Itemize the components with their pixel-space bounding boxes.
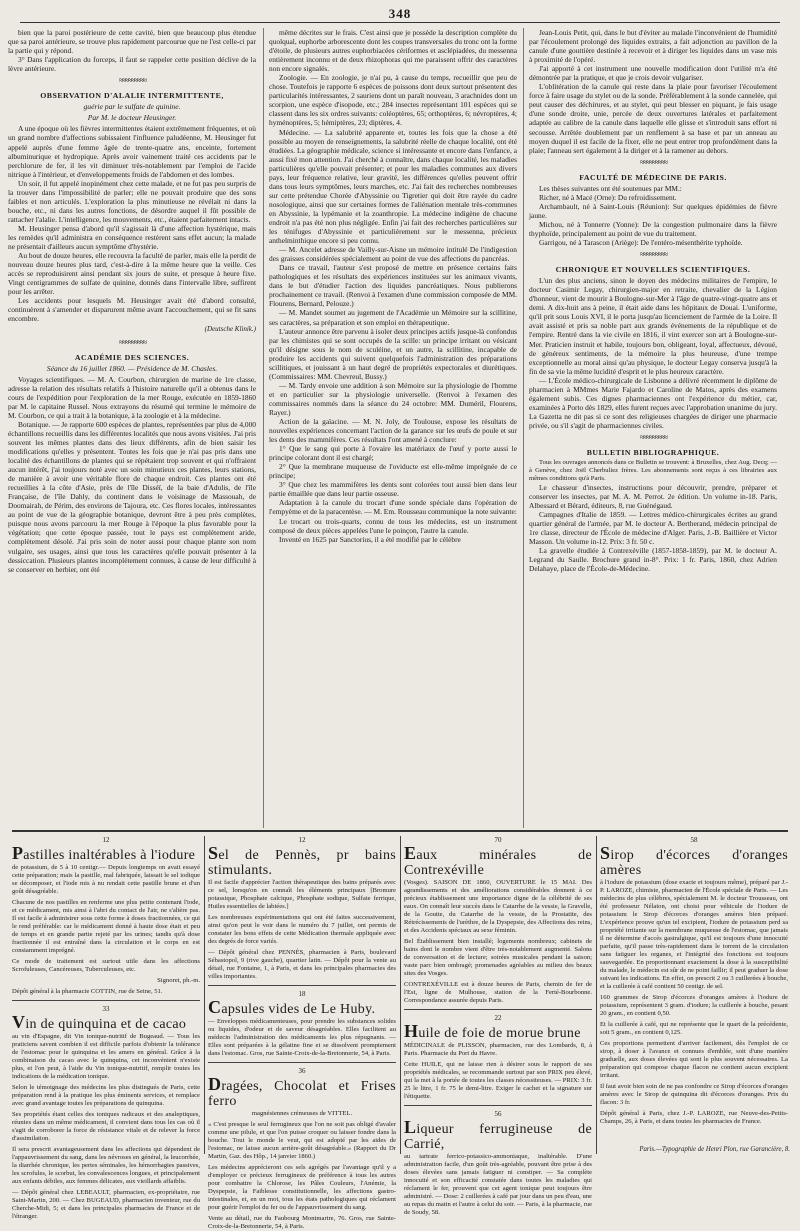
ad-text: MÉDICINALE de PLISSON, pharmacien, rue des Lombards, 8, à Paris. Pharmacie du Port du Havre. [404,1042,592,1057]
ad-number: 22 [494,1014,502,1022]
paragraph: Zoologie. — En zoologie, je n'ai pu, à cause du temps, recueillir que peu de chose. Toutefois je rapporte 6 espèces de poissons dont deux surtout présentent des particularités intéressantes, 2 sauriens dont un paraît nouveau, 3 arachnides dont un scorpion, une espèce d'isopode, etc.; 284 insectes représentant 101 espèces qui se classent dans les six ordres suivants: coléoptères, 65; orthoptères, 6; névroptères, 4; hyménoptères, 5; hémiptères, 23; diptères, 4. [269,73,517,128]
ad-number: 18 [298,990,306,998]
ad-title: Dragées, Chocolat et Frises ferro [208,1074,396,1109]
ad-divider [208,1062,396,1063]
paragraph: L'auteur annonce être parvenu à isoler deux principes actifs jusque-là confondus par les chimistes qui se sont occupés de la scille: un principe irritant ou vésicant qu'il désigne sous le nom de sculéine, et un autre, la scillitine, incapable de produire les accidents qui suivent quelquefois l'administration des préparations scillitiques, et jouissant à un haut degré de propriétés expectorales et diurétiques. (Commissaires: MM. Chevreul, Bussy.) [269,326,517,381]
paragraph: Au bout de douze heures, elle recouvra la faculté de parler, mais elle la perdit de nouveau douze heures plus tard, c'est-à-dire à la même heure que la veille. Ces accès se reproduisirent ainsi pendant six jours de suite, et presque à heure fixe. Vingt centigrammes de sulfate de quinine, donnés dans l'intervalle libre, suffirent pour les arrêter. [8,251,256,297]
paragraph: 1° Que le sang qui porte à l'ovaire les matériaux de l'œuf y porte aussi le principe colorant dont il est chargé; [269,444,517,463]
ad-text: Chacune de nos pastilles en renferme une plus petite contenant l'iode, et ce médicament, mis ainsi à l'abri du contact de l'air, ne s'altère pas. Il est facile à administrer sous cette forme à doses fractionnées, ce qui le rend préférable: car le médicament donné à haute dose était et peu de temps et en grande partie rejeté par les urines; tandis qu'à dose fractionnée il est entraîné dans la circulation et le corps en est constamment imprégné. [12,899,200,954]
ad-divider [404,1105,592,1106]
ornament-divider: ≈≈≈≈≈≈≈≈≈ [639,431,667,442]
ad-text: au tartrate ferrico-potassico-ammoniaque, inaltérable. D'une administration facile, d'un goût très-agréable, pouvant être prise à des doses élevées sans jamais fatiguer ni constiper. — Sa complète innocuité et son efficacité constatée dans toutes les maladies qui réclament le fer, prouvent que cet agent tonique peut toujours être administré. — Dose: 2 cuillerées à café par jour dans un peu d'eau, une au repas du matin et l'autre à celui du soir. — Paris, à la pharmacie, rue de Soudy, 58. [404,1153,592,1216]
ad-text: — Dépôt général chez LEBEAULT, pharmacien, ex-propriétaire, rue Saint-Martin, 200. — Chez BUGEAUD, pharmacien inventeur, rue du Cherche-Midi, 5; et dans les principales pharmacies de France et de l'étranger. [12,1189,200,1220]
ad-text: au vin d'Espagne, dit Vin tonique-nutritif de Bugeaud. — Tous les praticiens savent combien il est difficile parfois d'obtenir la tolérance de l'estomac pour le quinquina et les amers en général. Grâce à la combinaison du cacao avec le quinquina, cet inconvénient n'existe plus, et l'on peut, à l'aide du Vin tonique-nutritif, remplir toutes les indications de la médication tonique. [12,1033,200,1080]
paragraph: Médecine. — La salubrité apparente et, toutes les fois que la chose a été possible au moyen de renseignements, la salubrité réelle de chaque localité, ont été étudiées. La géographie médicale, science si intéressante et encore dans l'enfance, a aussi fixé mon attention. J'ai cherché à connaître, dans chaque localité, les maladies particulières qu'elle pouvait présenter; et pour les maladies communes aux divers pays, leur fréquence relative, leur gravité, les différences qu'elles peuvent offrir dans tous leurs symptômes, leurs marches, etc. J'ai fait des recherches nombreuses sur cette prétendue Chorée d'Abyssinie ou Tigretier qui doit être rayée du cadre nosologique, ainsi que sur certaines formes de l'aliénation mentale très-communes en Abyssinie, la lypémanie et la zoanthropie. La médecine indigène de chacune endroit n'a pas été non plus négligée. Enfin j'ai fait des recherches particulières sur les ténifuges d'Abyssinie et particulièrement sur le messenna, précieux anthelminthique encore si peu connu. [269,127,517,246]
paragraph: Michou, né à Tonnerre (Yonne): De la congestion pulmonaire dans la fièvre thyphoïde, principalement au point de vue du traitement. [529,219,777,238]
header-rule [20,22,780,23]
ad-divider [12,1000,200,1001]
printer-imprint: Paris.—Typographie de Henri Plon, rue Garancière, 8. [639,1146,790,1153]
paragraph: Le trocart ou trois-quarts, connu de tous les médecins, est un instrument composé de deux pièces appelées l'une le poinçon, l'autre la canule. [269,516,517,535]
paragraph: La gravelle étudiée à Contrexéville (1857-1858-1859), par M. le docteur A. Legrand du Saulle. Brochure grand in-8°. Prix: 1 fr. Paris, 1860, chez Adrien Delahaye, place de l'École-de-Médecine. [529,546,777,574]
column-1 [8,28,256,574]
byline: Par M. le docteur Heusinger. [87,113,177,123]
ad-number: 12 [102,836,110,844]
ad-text: Et la cuillerée à café, qui ne représente que le quart de la précédente, soit 5 gram., en contient 0,125. [600,1021,788,1036]
ad-text: Il faut avoir bien soin de ne pas confondre ce Sirop d'écorces d'oranges amères avec le Sirop de quinquina dit d'écorces d'oranges. Prix du flacon: 3 fr. [600,1083,788,1106]
section-heading: OBSERVATION D'ALALIE INTERMITTENTE, [40,91,224,101]
ornament-divider: ≈≈≈≈≈≈≈≈≈ [639,249,667,260]
paragraph: Richer, né à Macé (Orne): Du refroidissement. [539,192,677,202]
paragraph: même décrites sur le frais. C'est ainsi que je possède la description complète du quolqual, euphorbe arborescente dont les coupes transversales du tronc ont la forme d'étoile, de plusieurs autres euphorbiacées cériformes et asclépiadées, du messenna entièrement inconnu et de deux rhizophoras qui me paraissent offrir des caractères non encore signalés. [269,28,517,74]
advertisement-column-1 [12,836,200,1220]
ad-text: de potassium, de 5 à 10 centigr.— Depuis longtemps on avait essayé cette préparation; mais la pastille, mal fabriquée, laissait le sel iodique se décomposer, et l'iode mis à nu rendait cette pastille brune et d'un goût désagréable. [12,864,200,895]
source-citation: (Deutsche Klinik.) [204,325,256,334]
ad-text: — Dépôt général chez PENNÈS, pharmacien à Paris, boulevard Sébastopol, 9 (rive gauche), quartier latin. — Dépôt pour la vente au détail, rue Fontaine, 1, à Paris, et dans les principales pharmacies des villes importantes. [208,949,396,980]
ornament-divider: ≈≈≈≈≈≈≈≈≈ [118,336,146,347]
paragraph: Campagnes d'Italie de 1859. — Lettres médico-chirurgicales écrites au grand quartier général de l'armée, par M. le docteur A. Bertherand, médecin principal de 1re classe, directeur de l'École de médecine d'Alger. Paris, J.-B. Baillière et Victor Masson. Un volume in-12. Prix: 3 fr. 50 c. [529,510,777,547]
paragraph: — M. Ancelet adresse de Vailly-sur-Aisne un mémoire intitulé De l'indigestion des graisses considérées spécialement au point de vue des affections du pancréas. [269,245,517,264]
paragraph: Les thèses suivantes ont été soutenues par MM.: [539,183,682,193]
paragraph: — M. Tardy envoie une addition à son Mémoire sur la physiologie de l'homme et en particulier sur la physiologie universelle. (Renvoi à l'examen des commissaires nommés dans la séance du 24 octobre: MM. Duméril, Flourens, Rayer.) [269,380,517,417]
ad-text: Il sera prescrit avantageusement dans les affections qui dépendent de l'appauvrissement du sang, dans les névroses en général, la leucorrhée, la diarrhée chronique, les pertes séminales, les hémorrhagies passives, les scrofules, le scorbut, les convalescences longues, et principalement aux enfants débiles, aux femmes délicates, aux vieillards affaiblis. [12,1146,200,1185]
section-heading: FACULTÉ DE MÉDECINE DE PARIS. [579,172,727,182]
ad-title: Sel de Pennès, pr bains stimulants. [208,843,396,878]
ad-text: Ce mode de traitement est surtout utile dans les affections Scrofuleuses, Cancéreuses, Tuberculeuses, etc. [12,958,200,973]
section-heading: CHRONIQUE ET NOUVELLES SCIENTIFIQUES. [555,265,751,275]
page-number: 348 [388,6,412,21]
ad-text: CONTREXÉVILLE est à douze heures de Paris, chemin de fer de l'Est, ligne de Mulhouse, station de la Ferté-Bourbonne. Correspondance assurée depuis Paris. [404,981,592,1004]
paragraph: L'un des plus anciens, sinon le doyen des médecins militaires de l'empire, le docteur Casimir Legay, chirurgien-major en retraite, chevalier de la Légion d'honneur, vient de mourir à Boulogne-sur-Mer à l'âge de quatre-vingt-quatre ans et demi. A dix-huit ans à peine, il était aide dans les hôpitaux de Douai. L'uniforme, qu'il prit sous Louis XVI, il le porta jusqu'au licenciement de l'armée de la Loire. Il avait assisté et pris sa noble part aux grands événements de la république et de l'empire. Rentré dans la vie civile en 1816, il vint exercer son art à Boulogne-sur-Mer. Praticien instruit et habile, toujours bon, obligeant, loyal, affectueux, dévoué, de généreux sentiments, de la mémoire la plus heureuse, d'une trempe exceptionnelle au moral ainsi qu'au physique, le docteur Legay conserva jusqu'à la fin de sa vie la même lucidité d'esprit et le plus heureux caractère. [529,276,777,376]
paragraph: Un soir, il fut appelé inopinément chez cette malade, et ne fut pas peu surpris de la trouver dans l'impossibilité de parler; elle ne pouvait produire que des sons faibles et non articulés. L'exploration la plus minutieuse ne révélait ni dans la bouche, etc., ni dans les autres fonctions, de désordre auquel il fût possible de rattacher l'alalie. L'intelligence, les mouvements, etc., étaient parfaitement intacts. [8,178,256,224]
advertisement-column-2 [208,836,396,1230]
paragraph: 2° Que la membrane muqueuse de l'oviducte est elle-même imprégnée de ce principe; [269,462,517,481]
section-heading: BULLETIN BIBLIOGRAPHIQUE. [586,448,720,458]
paragraph: Jean-Louis Petit, qui, dans le but d'éviter au malade l'inconvénient de l'humidité par l'écoulement prolongé des liquides extraits, a fait adjonction au pavillon de la canule d'une gouttière destinée à recevoir et à diriger les liquides dans un vase mis à proximité de l'opéré. [529,28,777,65]
advertisements-section [12,830,788,1230]
ad-text: Selon le témoignage des médecins les plus distingués de Paris, cette préparation rend à la pratique les plus éminents services, et remplace avec grand avantage toutes les préparations de quinquina. [12,1084,200,1107]
paragraph: 3° Que chez les mammifères les dents sont colorées tout aussi bien dans leur partie émaillée que dans leur partie osseuse. [269,480,517,499]
ad-title: Vin de quinquina et de cacao [12,1012,187,1032]
paragraph: Voyages scientifiques. — M. A. Courbon, chirurgien de marine de 1re classe, adresse la relation des résultats relatifs à l'histoire naturelle qu'il a obtenus dans le cours de l'expédition pour l'exploration de la mer Rouge, exécutée en 1859-1860 par M. le capitaine Russel. Nous extrayons du résumé qui termine le mémoire de M. Courbon, ce qui a trait à la botanique, à la zoologie et à la médecine. [8,374,256,420]
ad-text: Vente au détail, rue du Faubourg Montmartre, 76. Gros, rue Sainte-Croix-de-la-Bretonnerie, 54, à Paris. [208,1215,396,1230]
ad-text: Les nombreuses expérimentations qui ont été faites successivement, ainsi qu'on peut le voir dans le numéro du 7 juillet, ont permis de constater les bons effets de cette Médication thermale appliquée avec des degrés de force variés. [208,914,396,945]
paragraph: Inventé en 1625 par Sanctorius, il a été modifié par le célèbre [279,534,461,544]
ad-depot: Dépôt général à la pharmacie COTTIN, rue de Seine, 51. [12,988,163,995]
paragraph: Le chasseur d'insectes, instructions pour découvrir, prendre, préparer et conserver les insectes, par M. A. M. Perrot. 2e édition. Un volume in-18. Paris, Albessard et Bérard, éditeurs, 8, rue Guénégaud. [529,483,777,511]
advertisement-column-3 [404,836,592,1216]
column-3 [529,28,777,574]
paragraph: — M. Mandet soumet au jugement de l'Académie un Mémoire sur la scillitine, ses caractères, sa préparation et son emploi en thérapeutique. [269,308,517,327]
ad-text: Ces proportions permettent d'arriver facilement, dès l'emploi de ce sirop, à doser à l'avance et connues d'emblée, soit d'une manière graduelle, aux doses élevées qui sont le plus souvent nécessaires. La préparation qui compose chaque flacon ne contient aucun excipient irritant. [600,1040,788,1079]
paragraph: M. Heusinger pensa d'abord qu'il s'agissait là d'une affection hystérique, mais les remèdes qu'il administra en conséquence restèrent sans effet aucun; la malade ne présentait d'ailleurs aucun symptôme d'hystérie. [8,223,256,252]
paragraph: J'ai apporté à cet instrument une nouvelle modification dont l'utilité m'a été démontrée par la pratique, et que je crois devoir vulgariser. [529,64,777,83]
column-divider [523,28,524,828]
ad-number: 33 [102,1005,110,1013]
ad-text: — Enveloppes médicamenteuses, pour prendre les substances solides ou liquides, d'odeur et de saveur désagréables. Elles facilitent au médecin l'administration des médicaments les plus répugnants. — Elles sont préparées à la gélatine fine et se dissolvent promptement dans l'estomac. Gros, rue Sainte-Croix-de-la-Bretonnerie, 54, à Paris. [208,1018,396,1057]
paragraph: Botanique. — Je rapporte 600 espèces de plantes, représentées par plus de 4,000 échantillons recueillis dans les différentes localités que nous avons visitées. J'ai pris souvent les mêmes plantes dans des lieux différents, afin de bien saisir les modifications qu'elles y présentent. Toutes les fois que je n'ai pas pris dans une localité des échantillons de plantes qui se répétaient trop souvent et qui n'offraient aucun intérêt, j'ai toujours noté avec un soin minutieux ces plantes, leurs stations, de manière à avoir une véritable flore de chaque endroit. Ces plantes ont été recueillies à la côte d'Asie, près de l'île Disséï, de la baie d'Adulis, de l'île Française, de l'île Dahly, du continent dans le voisinage de Massouah, de Doomairah, de Périm, des environs de Tajoura, etc. Ces flores locales, intéressantes au point de vue de la géographie botanique, devront être à peu près complètes, puisque nous avons parcouru la mer Rouge à l'époque la plus favorable pour la végétation; que cette époque passée, tout le pays est complètement aride, complètement désolé. J'ai pris soin de noter aussi pour chaque plante son nom vulgaire, ses usages, ainsi que tous les caractères qu'elle pouvait présenter à la dessiccation. Plusieurs plantes incomplètement connues, à cause de leur difficulté à se conserver en herbier, ont été [8,419,256,574]
advertisement-column-4 [600,836,788,1154]
ad-text: magnésiennes crémeuses de VITTEL. [251,1110,353,1117]
ad-text: Il est facile d'apprécier l'action thérapeutique des bains préparés avec ce sel, lorsqu'on en connaît les éléments principaux [Bromure potassique, Phosphate calcique, Phosphate sodique, Sulfate ferrique, Huiles essentielles de labiées.] [208,879,396,910]
ad-divider [404,1009,592,1010]
column-2 [269,28,517,544]
paragraph: — L'École médico-chirurgicale de Lisbonne a délivré récemment le diplôme de pharmacien à MMmes Marie Fajardo et Caroline de Matos, après des examens également subis. Ces dignes pharmaciennes ont l'expérience du métier, car, examinées à Porto dès 1829, elles furent reçues avec l'approbation unanime du jury. La Gazetta ne dit pas si ce sont des religieuses chargées de diriger une pharmacie privée, ou s'il s'agit de pharmaciennes civiles. [529,375,777,430]
ad-text: Dépôt général à Paris, chez J.-P. LAROZE, rue Neuve-des-Petits-Champs, 26, à Paris, et dans toutes les pharmacies de France. [600,1110,788,1125]
ad-title: Eaux minérales de Contrexéville [404,843,592,878]
ad-number: 56 [494,1110,502,1118]
ad-number: 70 [494,836,502,844]
ad-column-divider [596,836,597,1154]
ad-title: Huile de foie de morue brune [404,1021,581,1041]
paragraph: Les accidents pour lesquels M. Heusinger avait été d'abord consulté, continuèrent à s'amender et disparurent même avant l'accouchement, qui se fit sans encombre. [8,296,256,324]
section-subheading: Séance du 16 juillet 1860. — Présidence de M. Chasles. [46,363,218,373]
ad-column-divider [204,836,205,1154]
ad-title: Pastilles inaltérables à l'iodure [12,843,196,863]
ornament-divider: ≈≈≈≈≈≈≈≈≈ [118,75,146,86]
ad-text: (Vosges). SAISON DE 1860, OUVERTURE le 15 MAI. Des agrandissements et des améliorations considérables donnent à ce précieux établissement une importance digne de la célébrité de ses eaux. On connaît leur succès dans le Catarrhe de la vessie, la Gravelle, de la Goutte, du Catarrhe de la vessie, de la Prostatite, des Rétrécissements de l'urèthre, de la Dyspepsie, des Affections des reins, et des Accidents spéciaux au sexe féminin. [404,879,592,934]
ad-number: 12 [298,836,306,844]
ad-divider [208,985,396,986]
column-divider [263,28,264,828]
section-heading: ACADÉMIE DES SCIENCES. [74,352,190,362]
paragraph: Adaptation à la canule du trocart d'une sonde spéciale dans l'opération de l'empyème et de la paracentèse. — M. Em. Rousseau communique la note suivante: [269,498,517,517]
ad-title: Liqueur ferrugineuse de Carrié, [404,1117,592,1152]
ad-text: Ses propriétés étant celles des toniques radicaux et des analeptiques, réunies dans un même médicament, il convient dans tous les cas où il s'agit de corroborer la force de résistance vitale et de relever la force d'assimilation. [12,1111,200,1142]
ad-number: 36 [298,1067,306,1075]
ad-title: Capsules vides de Le Huby. [208,997,376,1017]
paragraph: Dans ce travail, l'auteur s'est proposé de mettre en présence certains faits pathologiques et les résultats des expériences instituées sur les animaux vivants, dans le but d'étudier l'action des liquides pancréatiques. Nous publierons prochainement ce travail. (Renvoi à l'examen d'une commission composée de MM. Flourens, Bernard, Pelouze.) [269,263,517,309]
ad-text: 160 grammes de Sirop d'écorces d'oranges amères à l'iodure de potassium, représentent 3 gram. d'iodure; la cuillerée à bouche, pesant 20 gram., en contient 0,50. [600,994,788,1017]
ad-text: Bel Établissement bien installé; logements nombreux; cabinets de bains dont le nombre vient d'être très-notablement augmenté. Salons de conversation et de lecture; soirées musicales pendant la saison; vaste parc bien ombragé; promenades agréables au milieu des beaux sites des Vosges. [404,938,592,977]
ad-column-divider [400,836,401,1154]
paragraph: Tous les ouvrages annoncés dans ce Bulletin se trouvent: à Bruxelles, chez Aug. Decq; — à Genève, chez Joël Cherbuliez frères. Les abonnements sont reçus à ces librairies aux mêmes conditions qu'à Paris. [529,459,777,483]
ad-title: Sirop d'écorces d'oranges amères [600,843,788,878]
ad-text: à l'iodure de potassium (dose exacte et toujours même), préparé par J.-P. LAROZE, chimiste, pharmacien de l'École spéciale de Paris. — Les médecins de plus célèbres, spécialement M. le docteur Trousseau, ont été professeur Nélaton, ont choisi pour véhicule de l'iodure de potassium le Sirop d'écorces d'oranges amères bien préparé. L'expérience prouve qu'un tel excipient, l'iodure de potassium perd sa propriété irritante sur la membrane muqueuse de l'estomac, que jamais il ne détermine d'accès gastralgique, qu'il est toujours d'une innocuité parfaite, qu'il passe très-rapidement dans le torrent de la circulation sans fatiguer les organes, et l'intégrité des fonctions est toujours sauvegardée. En proportionnant exactement la dose à la susceptibilité du malade, le médecin est sûr de ne point faillir; il peut graduer la dose suivant les indications. En effet, on prescrit 2 ou 3 cuillerées à bouche, et la cuillerée à café contient 50 centigr. de sel. [600,879,788,990]
ad-text: Les médecins apprécieront ces sels agrégés par l'avantage qu'il y a d'employer ce précieux ferrugineux de préférence à tous les autres pour combattre la Chlorose, les Pâles Couleurs, l'Anémie, la Dyspepsie, la Faiblesse constitutionnelle, les affections gastro-intestinales, et, en un mot, tous les états pathologiques qui réclament pour guérir l'emploi du fer ou de l'appauvrissement du sang. [208,1164,396,1211]
paragraph: Action de la gaïacine. — M. N. Joly, de Toulouse, expose les résultats de nouvelles expériences concernant l'action de la garance sur les œufs de poule et sur les dents des mammifères. Ces résultats l'ont amené à conclure: [269,417,517,445]
ad-text: « C'est presque le seul ferrugineux que l'on ne soit pas obligé d'avaler comme une pilule, et que l'on puisse croquer ou laisser fondre dans la bouche. Tout le monde le veut, qui est adopté par les aides de l'estomac, ne laisse aucun arrière-goût désagréable.» (Rapport du Dr Martin, Gaz. des Hôp., 14 janvier 1860.) [208,1121,396,1160]
ad-signature: Signoret, ph.-m. [157,977,200,984]
ad-text: Cette HUILE, qui ne laisse rien à désirer sous le rapport de ses propriétés médicales, se recommande surtout par son PRIX peu élevé, qui la met à la portée de toutes les classes nécessiteuses. — PRIX: 3 fr. 25 le litre, 1 fr. 75 le demi-litre. Exiger le cachet et la signature sur l'étiquette. [404,1061,592,1100]
paragraph: L'oblitération de la canule qui reste dans la plaie pour favoriser l'écoulement force à faire usage du stylet ou de la sonde. Préférablement à la sonde cannelée, qui peut causer des déchirures, et au stylet, qui peut blesser en piquant, je fais usage d'une sonde droite, unie, percée de deux ouvertures latérales et parfaitement adaptée au calibre de la canule dans laquelle elle glisse et s'introduit sans effort ni secousse. Arrêtée doublement par un renflement à sa base et par un anneau au moyen duquel il est facile de la fixer, elle ne peut entrer trop profondément dans la plaie; l'anneau sert également à la diriger et à la ramener au dehors. [529,82,777,155]
section-subheading: guérie par le sulfate de quinine. [83,102,181,112]
paragraph: Archambault, né à Saint-Louis (Réunion): Sur quelques épidémies de fièvre jaune. [529,201,777,220]
ad-number: 58 [690,836,698,844]
paragraph: A une époque où les fièvres intermittentes étaient extrêmement fréquentes, et où un grand nombre d'affections subissaient l'influence paludéenne, M. Heusinger fut appelé auprès d'une femme âgée de trente-quatre ans, enceinte, fortement albuminurique et hydropique. Après avoir vainement traité ces accidents par le perchlorure de fer, il les vit diminuer très-notablement par l'emploi de l'acide nitrique à l'intérieur, et d'enveloppements froids de l'abdomen et des lombes. [8,124,256,179]
paragraph: Garrigou, né à Tarascon (Ariège): De l'entéro-mésenthérite typhoïde. [539,238,743,248]
paragraph: bien que la paroi postérieure de cette cavité, bien que beaucoup plus étendue que sa paroi antérieure, se trouve plus rapidement parcourue que ne l'est celle-ci par la partie qui y répond. [8,28,256,56]
ornament-divider: ≈≈≈≈≈≈≈≈≈ [639,156,667,167]
paragraph: 3° Dans l'application du forceps, il faut se rappeler cette position déclive de la lèvre antérieure. [8,55,256,74]
